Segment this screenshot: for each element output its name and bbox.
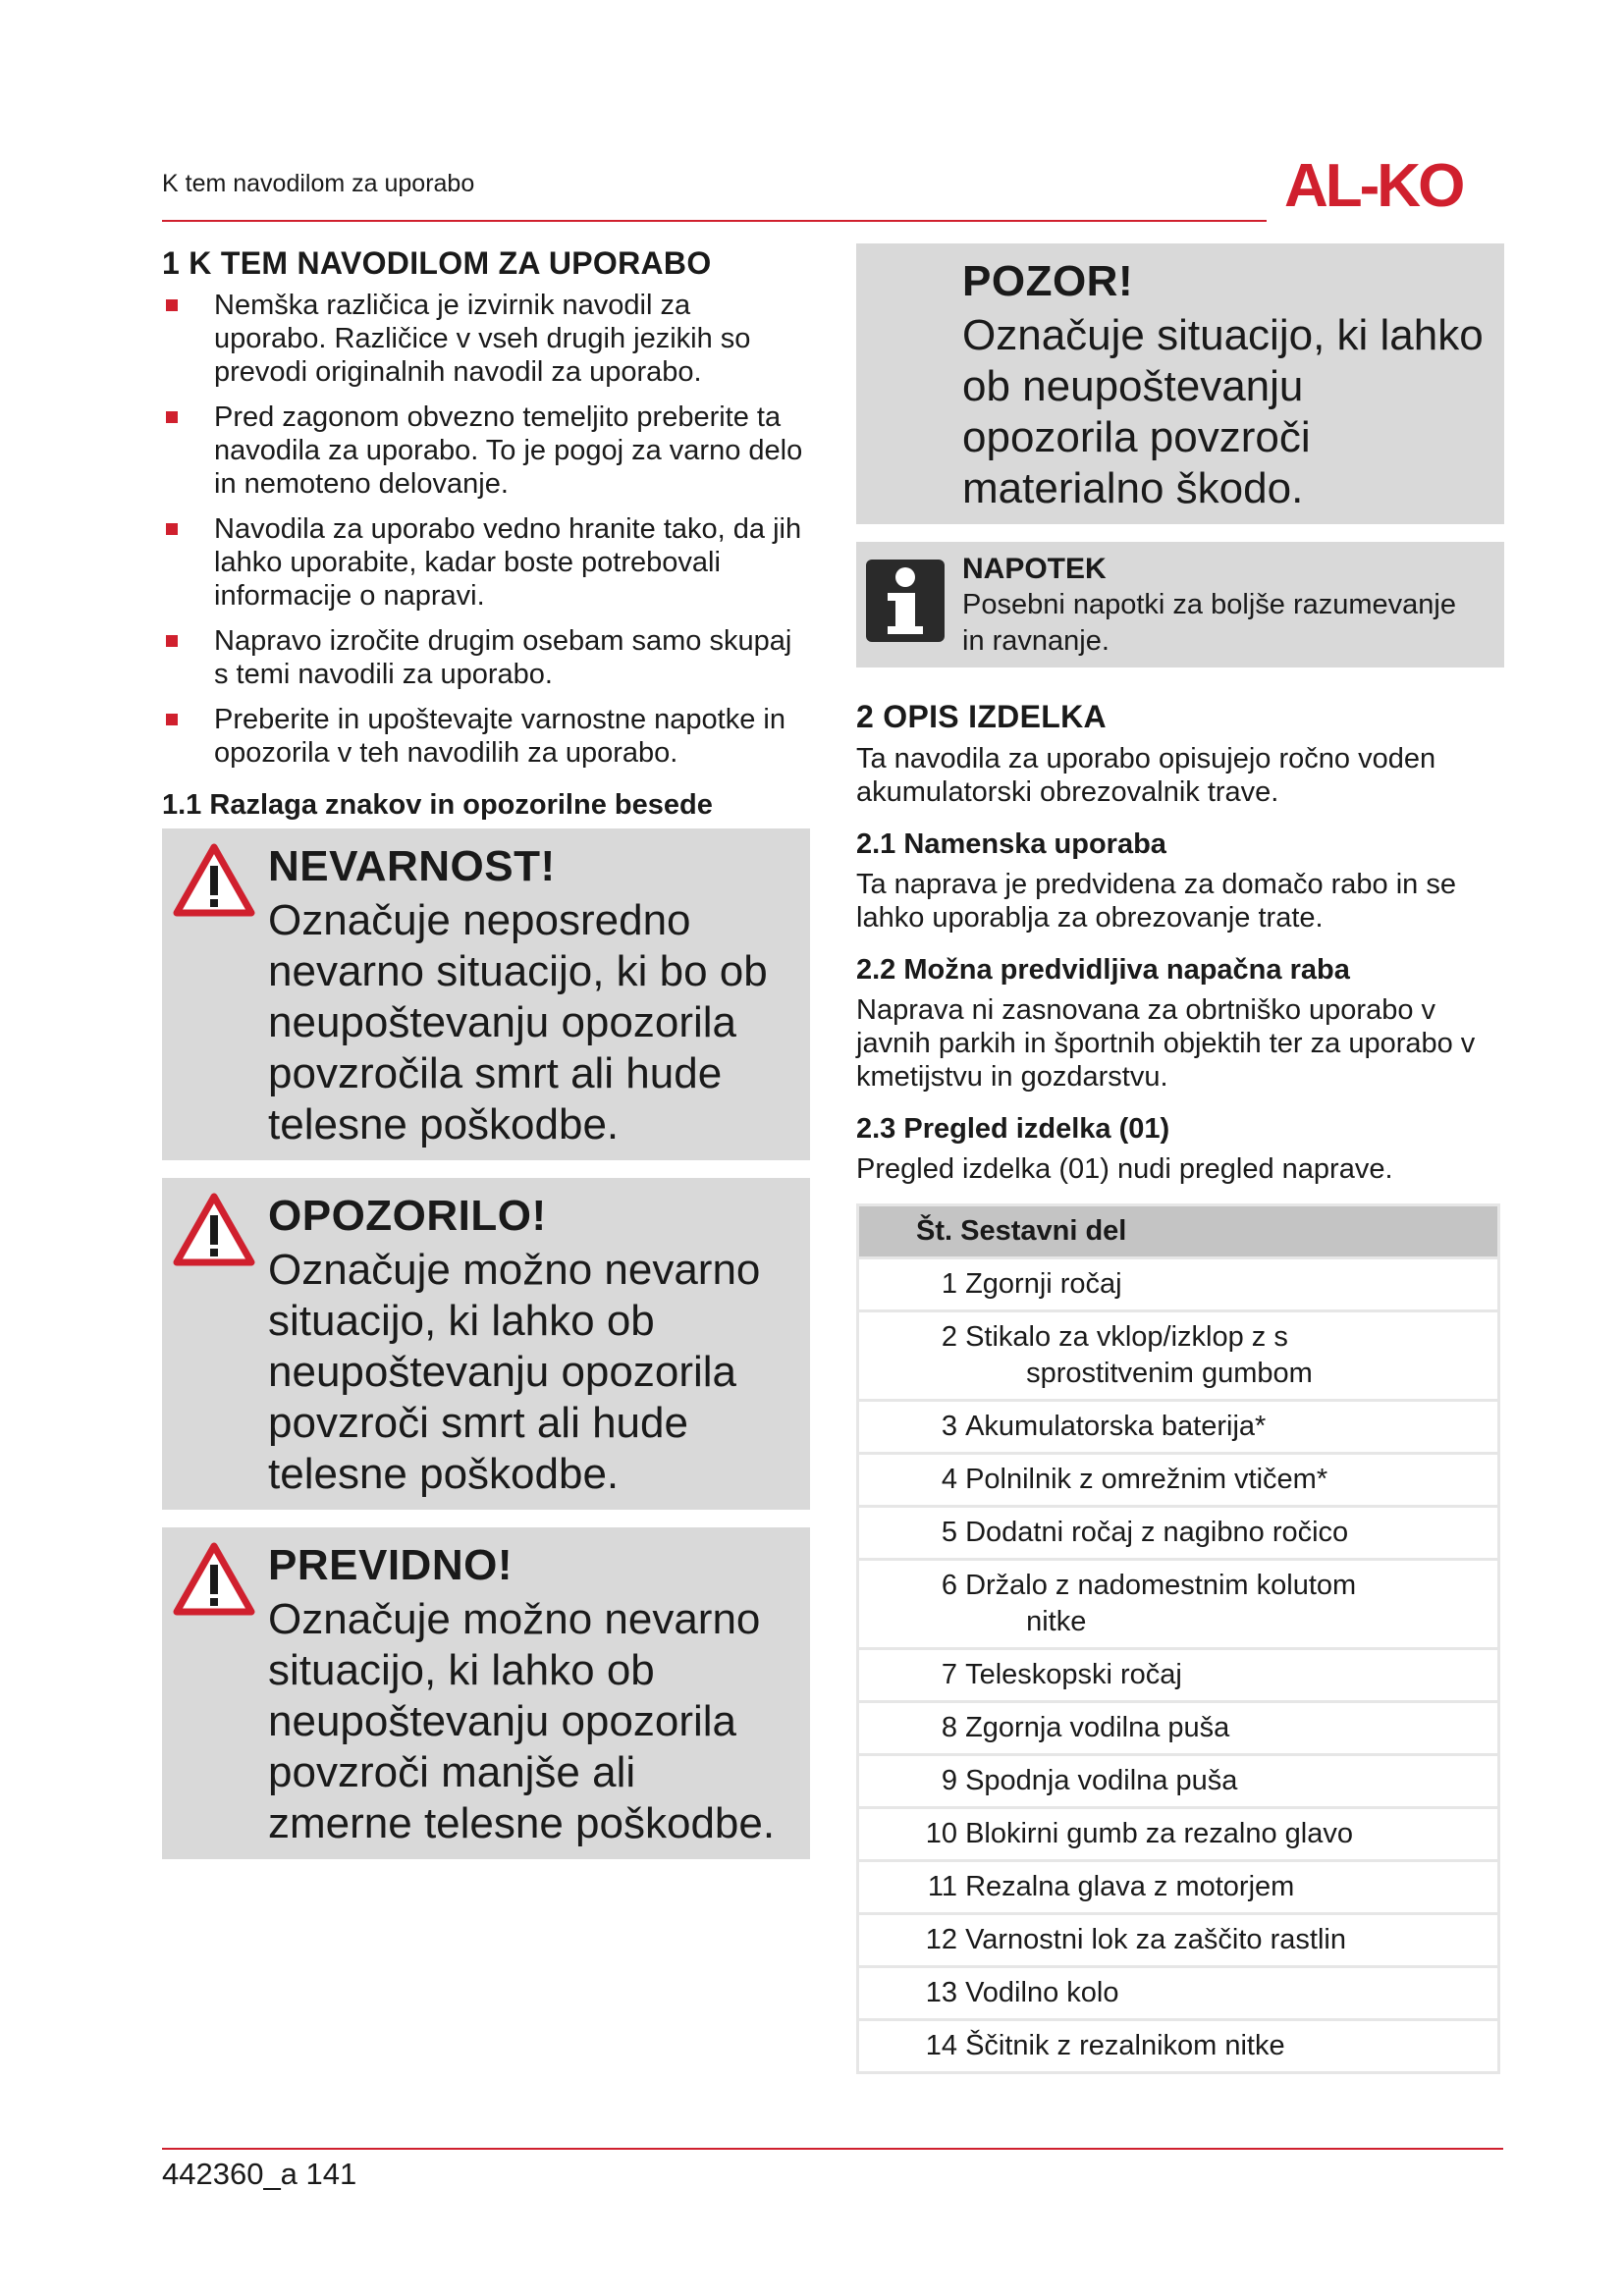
table-cell <box>858 1649 1499 1702</box>
part-number: 10 <box>925 1818 957 1849</box>
part-name: Dodatni ročaj z nagibno ročico <box>965 1517 1349 1548</box>
part-name: Držalo z nadomestnim kolutom nitke <box>965 1570 1357 1637</box>
table-row <box>858 1702 1499 1755</box>
part-number: 6 <box>941 1570 957 1601</box>
table-cell <box>858 1914 1499 1967</box>
bullet-square-icon <box>166 635 178 647</box>
table-row <box>858 1861 1499 1914</box>
page-header-title: K tem navodilom za uporabo <box>162 170 475 197</box>
section1-1-heading: 1.1 Razlaga znakov in opozorilne besede <box>162 789 713 821</box>
header-divider <box>162 220 1267 222</box>
table-row <box>858 1560 1499 1649</box>
caution-text: Označuje možno nevarno situacijo, ki lahko ob neupoštevanju opozorila povzroči manjše ali zmerne telesne poškodbe. <box>268 1595 776 1847</box>
section2-1-text: Ta naprava je predvidena za domačo rabo in se lahko uporablja za obrezovanje trate. <box>856 869 1456 934</box>
section2-1-heading: 2.1 Namenska uporaba <box>856 828 1166 860</box>
section2-2-text: Naprava ni zasnovana za obrtniško uporabo v javnih parkih in športnih objektih ter za uporabo v kmetijstvu in gozdarstvu. <box>856 994 1476 1093</box>
section2-heading: 2 OPIS IZDELKA <box>856 699 1107 734</box>
table-cell <box>858 1401 1499 1454</box>
danger-text: Označuje neposredno nevarno situacijo, ki bo ob neupoštevanju opozorila povzročila smrt ali hude telesne poškodbe. <box>268 896 768 1148</box>
part-name: Varnostni lok za zaščito rastlin <box>965 1924 1346 1955</box>
hint-box <box>856 542 1504 667</box>
section1-bullet-list <box>162 289 810 770</box>
warning-text: Označuje možno nevarno situacijo, ki lahko ob neupoštevanju opozorila povzroči smrt ali hude telesne poškodbe. <box>268 1246 761 1498</box>
part-name: Blokirni gumb za rezalno glavo <box>965 1818 1353 1849</box>
warning-triangle-icon <box>172 842 256 919</box>
table-cell <box>858 1967 1499 2020</box>
part-number: 4 <box>941 1464 957 1495</box>
section2-3-text: Pregled izdelka (01) nudi pregled naprave. <box>856 1153 1393 1185</box>
part-number: 11 <box>927 1871 957 1902</box>
parts-table <box>856 1203 1500 2074</box>
bullet-square-icon <box>166 411 178 423</box>
part-number: 13 <box>925 1977 957 2008</box>
list-item: Pred zagonom obvezno temeljito preberite ta navodila za uporabo. To je pogoj za varno delo in nemoteno delovanje. <box>162 400 810 501</box>
table-row <box>858 1454 1499 1507</box>
section2-3-heading: 2.3 Pregled izdelka (01) <box>856 1113 1170 1145</box>
table-row <box>858 1649 1499 1702</box>
parts-table-body <box>858 1258 1499 2073</box>
table-row <box>858 1311 1499 1401</box>
hint-text: Posebni napotki za boljše razumevanje in ravnanje. <box>962 589 1456 657</box>
part-number: 5 <box>941 1517 957 1548</box>
part-name: Zgornji ročaj <box>965 1268 1122 1300</box>
part-number: 2 <box>941 1321 957 1353</box>
warning-triangle-icon <box>172 1541 256 1618</box>
part-name: Polnilnik z omrežnim vtičem* <box>965 1464 1328 1495</box>
part-name: Ščitnik z rezalnikom nitke <box>965 2030 1285 2061</box>
part-name: Rezalna glava z motorjem <box>965 1871 1295 1902</box>
part-number: 1 <box>941 1268 957 1300</box>
warning-title: OPOZORILO! <box>268 1192 547 1240</box>
part-number: 9 <box>941 1765 957 1796</box>
bullet-square-icon <box>166 714 178 725</box>
part-name: Teleskopski ročaj <box>965 1659 1182 1690</box>
table-cell <box>858 1454 1499 1507</box>
part-name: Akumulatorska baterija* <box>965 1411 1267 1442</box>
part-number: 14 <box>925 2030 957 2061</box>
part-number: 12 <box>925 1924 957 1955</box>
table-cell <box>858 1755 1499 1808</box>
table-row <box>858 1507 1499 1560</box>
danger-title: NEVARNOST! <box>268 842 556 890</box>
info-icon <box>866 560 945 642</box>
table-header: Št. Sestavni del <box>858 1205 1499 1258</box>
table-row <box>858 1258 1499 1311</box>
table-cell <box>858 1861 1499 1914</box>
danger-box <box>162 828 810 1160</box>
table-header-row <box>858 1205 1499 1258</box>
table-row <box>858 1967 1499 2020</box>
part-name: Zgornja vodilna puša <box>965 1712 1230 1743</box>
section2-intro: Ta navodila za uporabo opisujejo ročno voden akumulatorski obrezovalnik trave. <box>856 743 1436 808</box>
caution-box <box>162 1527 810 1859</box>
page-footer: 442360_a 141 <box>162 2157 357 2191</box>
left-column <box>162 243 810 1877</box>
bullet-square-icon <box>166 523 178 535</box>
part-name: Vodilno kolo <box>965 1977 1119 2008</box>
part-name: Spodnja vodilna puša <box>965 1765 1238 1796</box>
warning-box <box>162 1178 810 1510</box>
table-row <box>858 2020 1499 2073</box>
section1-heading: 1 K TEM NAVODILOM ZA UPORABO <box>162 245 712 281</box>
list-item: Navodila za uporabo vedno hranite tako, da jih lahko uporabite, kadar boste potrebovali informacije o napravi. <box>162 512 810 613</box>
table-cell <box>858 1507 1499 1560</box>
part-name: Stikalo za vklop/izklop z s sprostitvenim gumbom <box>965 1321 1313 1389</box>
table-cell <box>858 2020 1499 2073</box>
notice-text: Označuje situacijo, ki lahko ob neupoštevanju opozorila povzroči materialno škodo. <box>962 311 1484 512</box>
part-number: 8 <box>941 1712 957 1743</box>
list-item: Nemška različica je izvirnik navodil za uporabo. Različice v vseh drugih jezikih so prevodi originalnih navodil za uporabo. <box>162 289 810 389</box>
section2-2-heading: 2.2 Možna predvidljiva napačna raba <box>856 954 1350 986</box>
footer-divider <box>162 2148 1503 2150</box>
hint-title: NAPOTEK <box>962 553 1107 585</box>
notice-title: POZOR! <box>962 257 1134 305</box>
table-row <box>858 1755 1499 1808</box>
bullet-square-icon <box>166 299 178 311</box>
right-column <box>856 243 1504 2074</box>
table-row <box>858 1401 1499 1454</box>
table-row <box>858 1914 1499 1967</box>
list-item: Preberite in upoštevajte varnostne napotke in opozorila v teh navodilih za uporabo. <box>162 703 810 770</box>
part-number: 3 <box>941 1411 957 1442</box>
caution-title: PREVIDNO! <box>268 1541 513 1589</box>
table-cell <box>858 1311 1499 1401</box>
table-cell <box>858 1560 1499 1649</box>
table-cell <box>858 1808 1499 1861</box>
table-cell <box>858 1258 1499 1311</box>
part-number: 7 <box>941 1659 957 1690</box>
alko-logo <box>1284 155 1502 214</box>
svg-text:AL-KO: AL-KO <box>1284 155 1463 214</box>
list-item: Napravo izročite drugim osebam samo skupaj s temi navodili za uporabo. <box>162 624 810 691</box>
table-cell <box>858 1702 1499 1755</box>
notice-box <box>856 243 1504 524</box>
warning-triangle-icon <box>172 1192 256 1268</box>
table-row <box>858 1808 1499 1861</box>
